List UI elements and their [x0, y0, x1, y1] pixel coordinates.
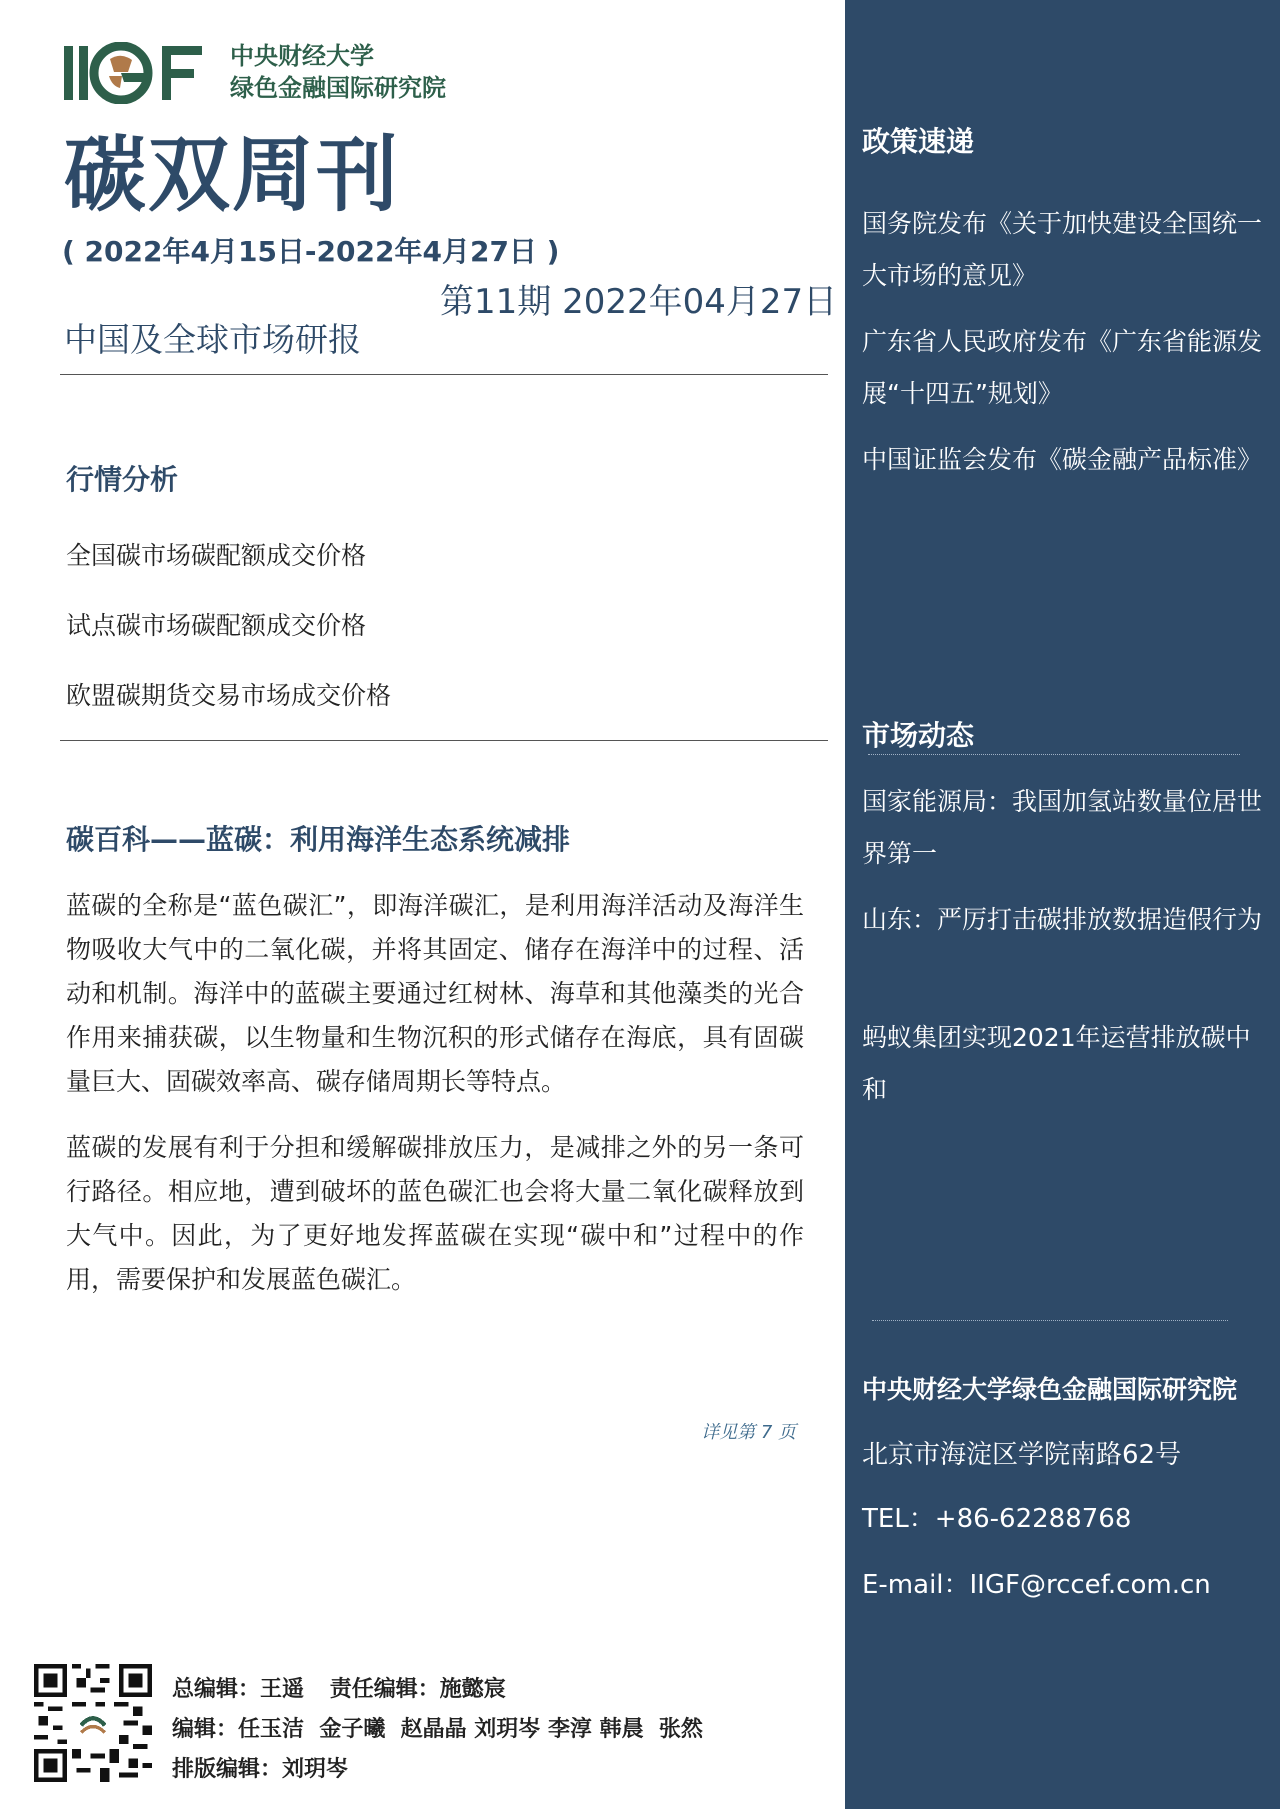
market-analysis-item[interactable]: 试点碳市场碳配额成交价格 — [66, 611, 367, 640]
dotted-divider — [868, 754, 1240, 755]
issue-number: 第11期 2022年04月27日 — [440, 282, 838, 322]
dotted-divider — [872, 1320, 1228, 1321]
page-title: 碳双周刊 — [64, 128, 401, 223]
divider — [60, 374, 828, 375]
credits-editors: 编辑：任玉洁 金子曦 赵晶晶 刘玥岑 李淳 韩晨 张然 — [172, 1717, 703, 1742]
market-item[interactable]: 蚂蚁集团实现2021年运营排放碳中和 — [862, 1023, 1251, 1104]
paragraph: 蓝碳的发展有利于分担和缓解碳排放压力，是减排之外的另一条可行路径。相应地，遭到破坏的蓝色碳汇也会将大量二氧化碳释放到大气中。因此，为了更好地发挥蓝碳在实现“碳中和”过程中的作用，需要保护和发展蓝色碳汇。 — [66, 1133, 804, 1294]
see-more-link[interactable]: 详见第 7 页 — [701, 1422, 796, 1443]
encyclopedia-title: 碳百科——蓝碳：利用海洋生态系统减排 — [66, 823, 571, 856]
paragraph: 蓝碳的全称是“蓝色碳汇”，即海洋碳汇，是利用海洋活动及海洋生物吸收大气中的二氧化碳，并将其固定、储存在海洋中的过程、活动和机制。海洋中的蓝碳主要通过红树林、海草和其他藻类的光合作用来捕获碳，以生物量和生物沉积的形式储存在海底，具有固碳量巨大、固碳效率高、碳存储周期长等特点。 — [66, 891, 804, 1096]
responsible-editor: 责任编辑：施懿宸 — [329, 1677, 506, 1702]
policy-title: 政策速递 — [862, 125, 975, 158]
org-name-line1: 中央财经大学 — [230, 42, 374, 70]
contact-tel: TEL：+86-62288768 — [862, 1504, 1132, 1534]
credits-layout: 排版编辑：刘玥岑 — [172, 1757, 349, 1782]
qr-code-icon — [34, 1664, 152, 1782]
market-title: 市场动态 — [862, 719, 975, 752]
contact-address: 北京市海淀区学院南路62号 — [862, 1440, 1182, 1470]
divider — [60, 740, 828, 741]
market-analysis-item[interactable]: 欧盟碳期货交易市场成交价格 — [66, 681, 392, 710]
market-item[interactable]: 国家能源局：我国加氢站数量位居世界第一 — [862, 787, 1263, 868]
iigf-logo-icon — [64, 42, 208, 104]
date-range: ( 2022年4月15日-2022年4月27日 ) — [62, 235, 560, 268]
org-name — [230, 40, 446, 104]
policy-item[interactable]: 国务院发布《关于加快建设全国统一大市场的意见》 — [862, 209, 1263, 290]
market-item[interactable]: 山东：严厉打击碳排放数据造假行为 — [862, 905, 1263, 934]
subtitle: 中国及全球市场研报 — [64, 320, 361, 359]
policy-item[interactable]: 广东省人民政府发布《广东省能源发展“十四五”规划》 — [862, 327, 1263, 408]
contact-email[interactable]: E-mail：IIGF@rccef.com.cn — [862, 1570, 1211, 1600]
credits-chief — [172, 1672, 524, 1703]
org-name-line2: 绿色金融国际研究院 — [230, 74, 446, 102]
contact-org: 中央财经大学绿色金融国际研究院 — [862, 1375, 1238, 1404]
market-analysis-item[interactable]: 全国碳市场碳配额成交价格 — [66, 541, 367, 570]
market-analysis-title: 行情分析 — [66, 463, 179, 496]
chief-editor: 总编辑：王遥 — [172, 1677, 305, 1702]
policy-item[interactable]: 中国证监会发布《碳金融产品标准》 — [862, 445, 1263, 474]
